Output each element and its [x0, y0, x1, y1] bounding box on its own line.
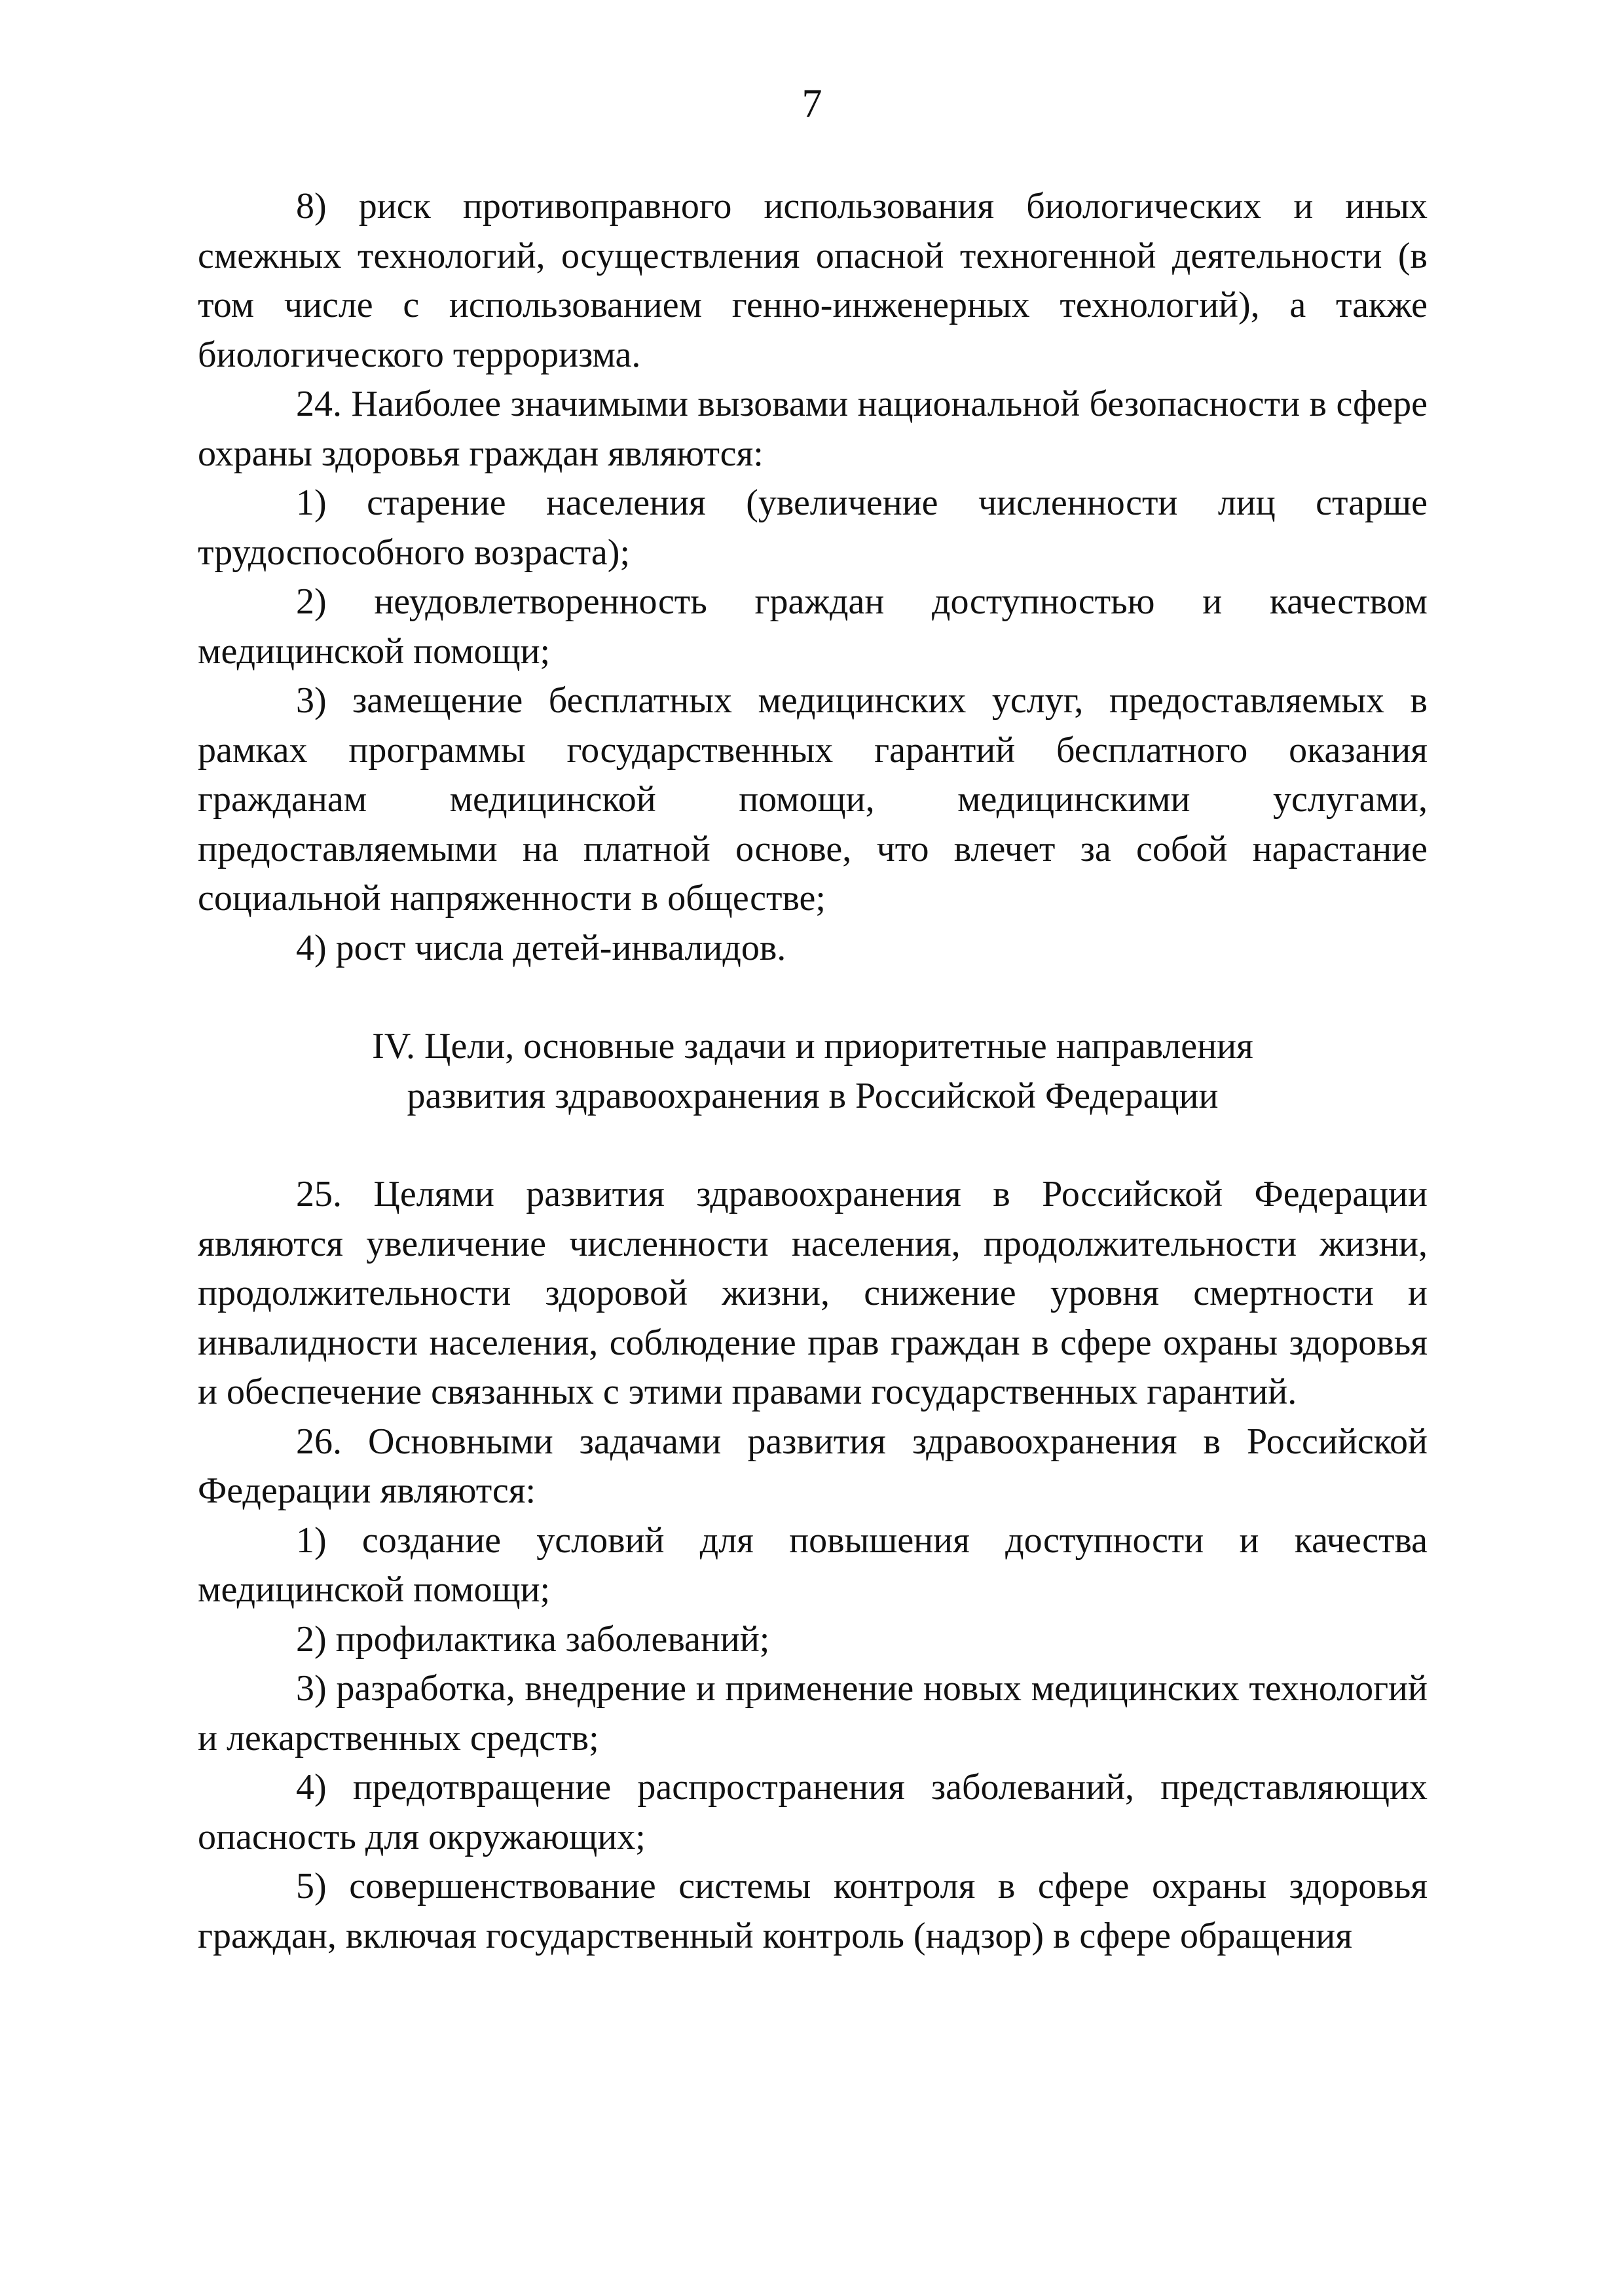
- section-heading-line-1: IV. Цели, основные задачи и приоритетные направления: [372, 1026, 1253, 1066]
- list-item-task-2: 2) профилактика заболеваний;: [296, 1618, 770, 1660]
- page-number: 7: [802, 82, 822, 126]
- list-item-challenge-4: 4) рост числа детей-инвалидов.: [296, 927, 786, 968]
- list-item-challenge-3: 3) замещение бесплатных медицинских услуг, предоставляемых в рамках программы государственных гарантий бесплатного оказания гражданам медицинской помощи, медицинскими услугами, предоставляемыми на платной основе, что влечет за собой нарастание социальной напряженности в обществе;: [198, 680, 1428, 919]
- list-item-task-4: 4) предотвращение распространения заболеваний, представляющих опасность для окружающих;: [198, 1767, 1428, 1857]
- list-item-challenge-2: 2) неудовлетворенность граждан доступностью и качеством медицинской помощи;: [198, 581, 1428, 672]
- paragraph-25: 25. Целями развития здравоохранения в Российской Федерации являются увеличение численности населения, продолжительности жизни, продолжительности здоровой жизни, снижение уровня смертности и инвалидности населения, соблюдение прав граждан в сфере охраны здоровья и обеспечение связанных с этими правами государственных гарантий.: [198, 1174, 1428, 1412]
- section-heading: [198, 1022, 1428, 1121]
- paragraph-26: 26. Основными задачами развития здравоохранения в Российской Федерации являются:: [198, 1421, 1428, 1511]
- paragraph-24: 24. Наиболее значимыми вызовами национальной безопасности в сфере охраны здоровья граждан являются:: [198, 384, 1428, 474]
- list-item-task-5: 5) совершенствование системы контроля в сфере охраны здоровья граждан, включая государственный контроль (надзор) в сфере обращения: [198, 1866, 1428, 1956]
- section-heading-line-2: развития здравоохранения в Российской Федерации: [407, 1075, 1219, 1116]
- list-item-task-3: 3) разработка, внедрение и применение новых медицинских технологий и лекарственных средств;: [198, 1668, 1428, 1758]
- document-body: [198, 182, 1428, 1961]
- list-item-task-1: 1) создание условий для повышения доступности и качества медицинской помощи;: [198, 1520, 1428, 1610]
- paragraph-item-8-risk: 8) риск противоправного использования биологических и иных смежных технологий, осуществления опасной техногенной деятельности (в том числе с использованием генно-инженерных технологий), а также биологического терроризма.: [198, 186, 1428, 375]
- list-item-challenge-1: 1) старение населения (увеличение численности лиц старше трудоспособного возраста);: [198, 483, 1428, 573]
